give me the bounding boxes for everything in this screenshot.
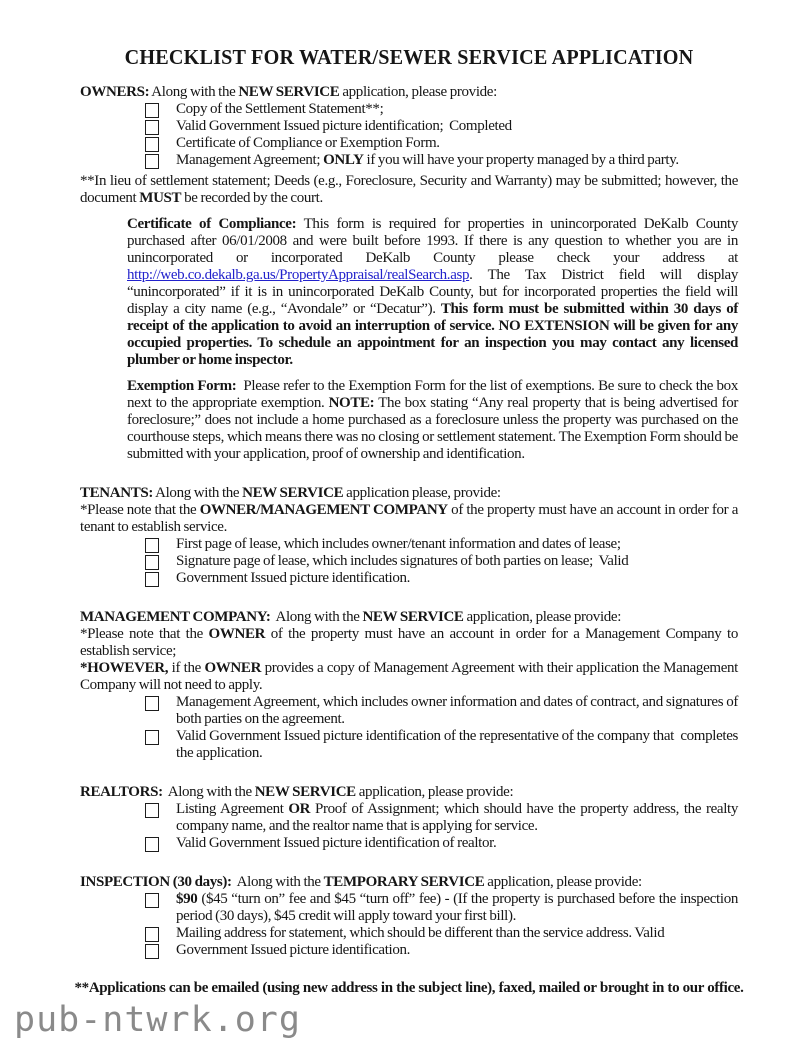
checklist-item (145, 942, 738, 959)
checklist-item (145, 925, 738, 942)
checkbox[interactable] (145, 103, 159, 118)
checklist-item (145, 570, 738, 587)
checklist-item-text: Government Issued picture identification. (176, 570, 411, 586)
checklist-item-text: Valid Government Issued picture identification of realtor. (176, 835, 497, 851)
checklist-item-text: Management Agreement; ONLY if you will have your property managed by a third party. (176, 152, 679, 168)
checkbox[interactable] (145, 893, 159, 908)
page-title: CHECKLIST FOR WATER/SEWER SERVICE APPLICATION (124, 45, 694, 69)
realtors-heading: REALTORS: Along with the NEW SERVICE application, please provide: (80, 784, 514, 800)
management-heading: MANAGEMENT COMPANY: Along with the NEW SERVICE application, please provide: (80, 609, 622, 625)
section-inspection (80, 874, 738, 959)
checklist-item-text: Management Agreement, which includes owner information and dates of contract, and signatures of both parties on the agreement. (176, 694, 738, 727)
checklist-item-text: Government Issued picture identification. (176, 942, 411, 958)
checkbox[interactable] (145, 696, 159, 711)
checklist-item-text: Listing Agreement OR Proof of Assignment; which should have the property address, the realty company name, and the realtor name that is applying for service. (176, 801, 738, 834)
section-realtors (80, 784, 738, 852)
checklist-item (145, 536, 738, 553)
checklist-item-text: Valid Government Issued picture identification of the representative of the company that completes the application. (176, 728, 738, 761)
checklist-item (145, 152, 738, 169)
checklist-item-text: Valid Government Issued picture identification; Completed (176, 118, 512, 134)
checkbox[interactable] (145, 803, 159, 818)
checklist-item (145, 891, 738, 925)
checkbox[interactable] (145, 137, 159, 152)
section-tenants (80, 485, 738, 587)
tenants-heading: TENANTS: Along with the NEW SERVICE application please, provide: (80, 485, 501, 501)
checklist-item-text: Copy of the Settlement Statement**; (176, 101, 384, 117)
checklist-item (145, 101, 738, 118)
checklist-item (145, 801, 738, 835)
checkbox[interactable] (145, 555, 159, 570)
section-management-company (80, 609, 738, 762)
certificate-of-compliance-paragraph: Certificate of Compliance: This form is required for properties in unincorporated DeKalb County purchased after 06/01/2008 and were built before 1993. If there is any question to whether you are in unincorporated or incorporated DeKalb County please check your address at http://web.co.dekalb.ga.us/PropertyAppraisal/realSearch.asp. The Tax District field will display “unincorporated” if it is in unincorporated DeKalb County, but for incorporated properties the field will display a city name (e.g., “Avondale” or “Decatur”). This form must be submitted within 30 days of receipt of the application to avoid an interruption of service. NO EXTENSION will be given for any occupied properties. To schedule an appointment for an inspection you may contact any licensed plumber or home inspector. (127, 216, 738, 368)
checkbox[interactable] (145, 120, 159, 135)
checklist-item (145, 118, 738, 135)
checklist-item-text: Mailing address for statement, which should be different than the service address. Valid (176, 925, 665, 941)
checkbox[interactable] (145, 572, 159, 587)
inspection-heading: INSPECTION (30 days): Along with the TEMPORARY SERVICE application, please provide: (80, 874, 642, 890)
watermark: pub-ntwrk.org (14, 1000, 301, 1040)
checklist-item (145, 135, 738, 152)
tenants-note: *Please note that the OWNER/MANAGEMENT COMPANY of the property must have an account in order for a tenant to establish service. (80, 502, 739, 535)
checklist-item (145, 835, 738, 852)
exemption-form-paragraph: Exemption Form: Please refer to the Exemption Form for the list of exemptions. Be sure to check the box next to the appropriate exemption. NOTE: The box stating “Any real property that is being advertised for foreclosure;” does not include a home purchased as a foreclosure unless the property was purchased on the courthouse steps, which means there was no closing or settlement statement. The Exemption Form should be submitted with your application, proof of ownership and identification. (127, 378, 738, 462)
checklist-item-text: First page of lease, which includes owner/tenant information and dates of lease; (176, 536, 621, 552)
management-note-owner: *Please note that the OWNER of the property must have an account in order for a Management Company to establish service; (80, 626, 738, 659)
checklist-item (145, 728, 738, 762)
management-note-however: *HOWEVER, if the OWNER provides a copy of Management Agreement with their application the Management Company will not need to apply. (80, 660, 738, 693)
checklist-item (145, 553, 738, 570)
section-owners (80, 84, 738, 169)
checkbox[interactable] (145, 730, 159, 745)
checklist-item-text: Certificate of Compliance or Exemption Form. (176, 135, 440, 151)
settlement-footnote: **In lieu of settlement statement; Deeds (e.g., Foreclosure, Security and Warranty) may be submitted; however, the document MUST be recorded by the court. (80, 173, 738, 206)
applications-footer-note: **Applications can be emailed (using new address in the subject line), faxed, mailed or brought in to our office. (74, 980, 744, 996)
checklist-item-text: Signature page of lease, which includes signatures of both parties on lease; Valid (176, 553, 629, 569)
checkbox[interactable] (145, 154, 159, 169)
checkbox[interactable] (145, 944, 159, 959)
checklist-item (145, 694, 738, 728)
checklist-item-text: $90 ($45 “turn on” fee and $45 “turn off” fee) - (If the property is purchased before the inspection period (30 days), $45 credit will apply toward your first bill). (176, 891, 738, 924)
checkbox[interactable] (145, 927, 159, 942)
owners-heading: OWNERS: Along with the NEW SERVICE application, please provide: (80, 84, 497, 100)
checkbox[interactable] (145, 837, 159, 852)
checkbox[interactable] (145, 538, 159, 553)
property-appraisal-link[interactable]: http://web.co.dekalb.ga.us/PropertyAppraisal/realSearch.asp (127, 267, 470, 283)
